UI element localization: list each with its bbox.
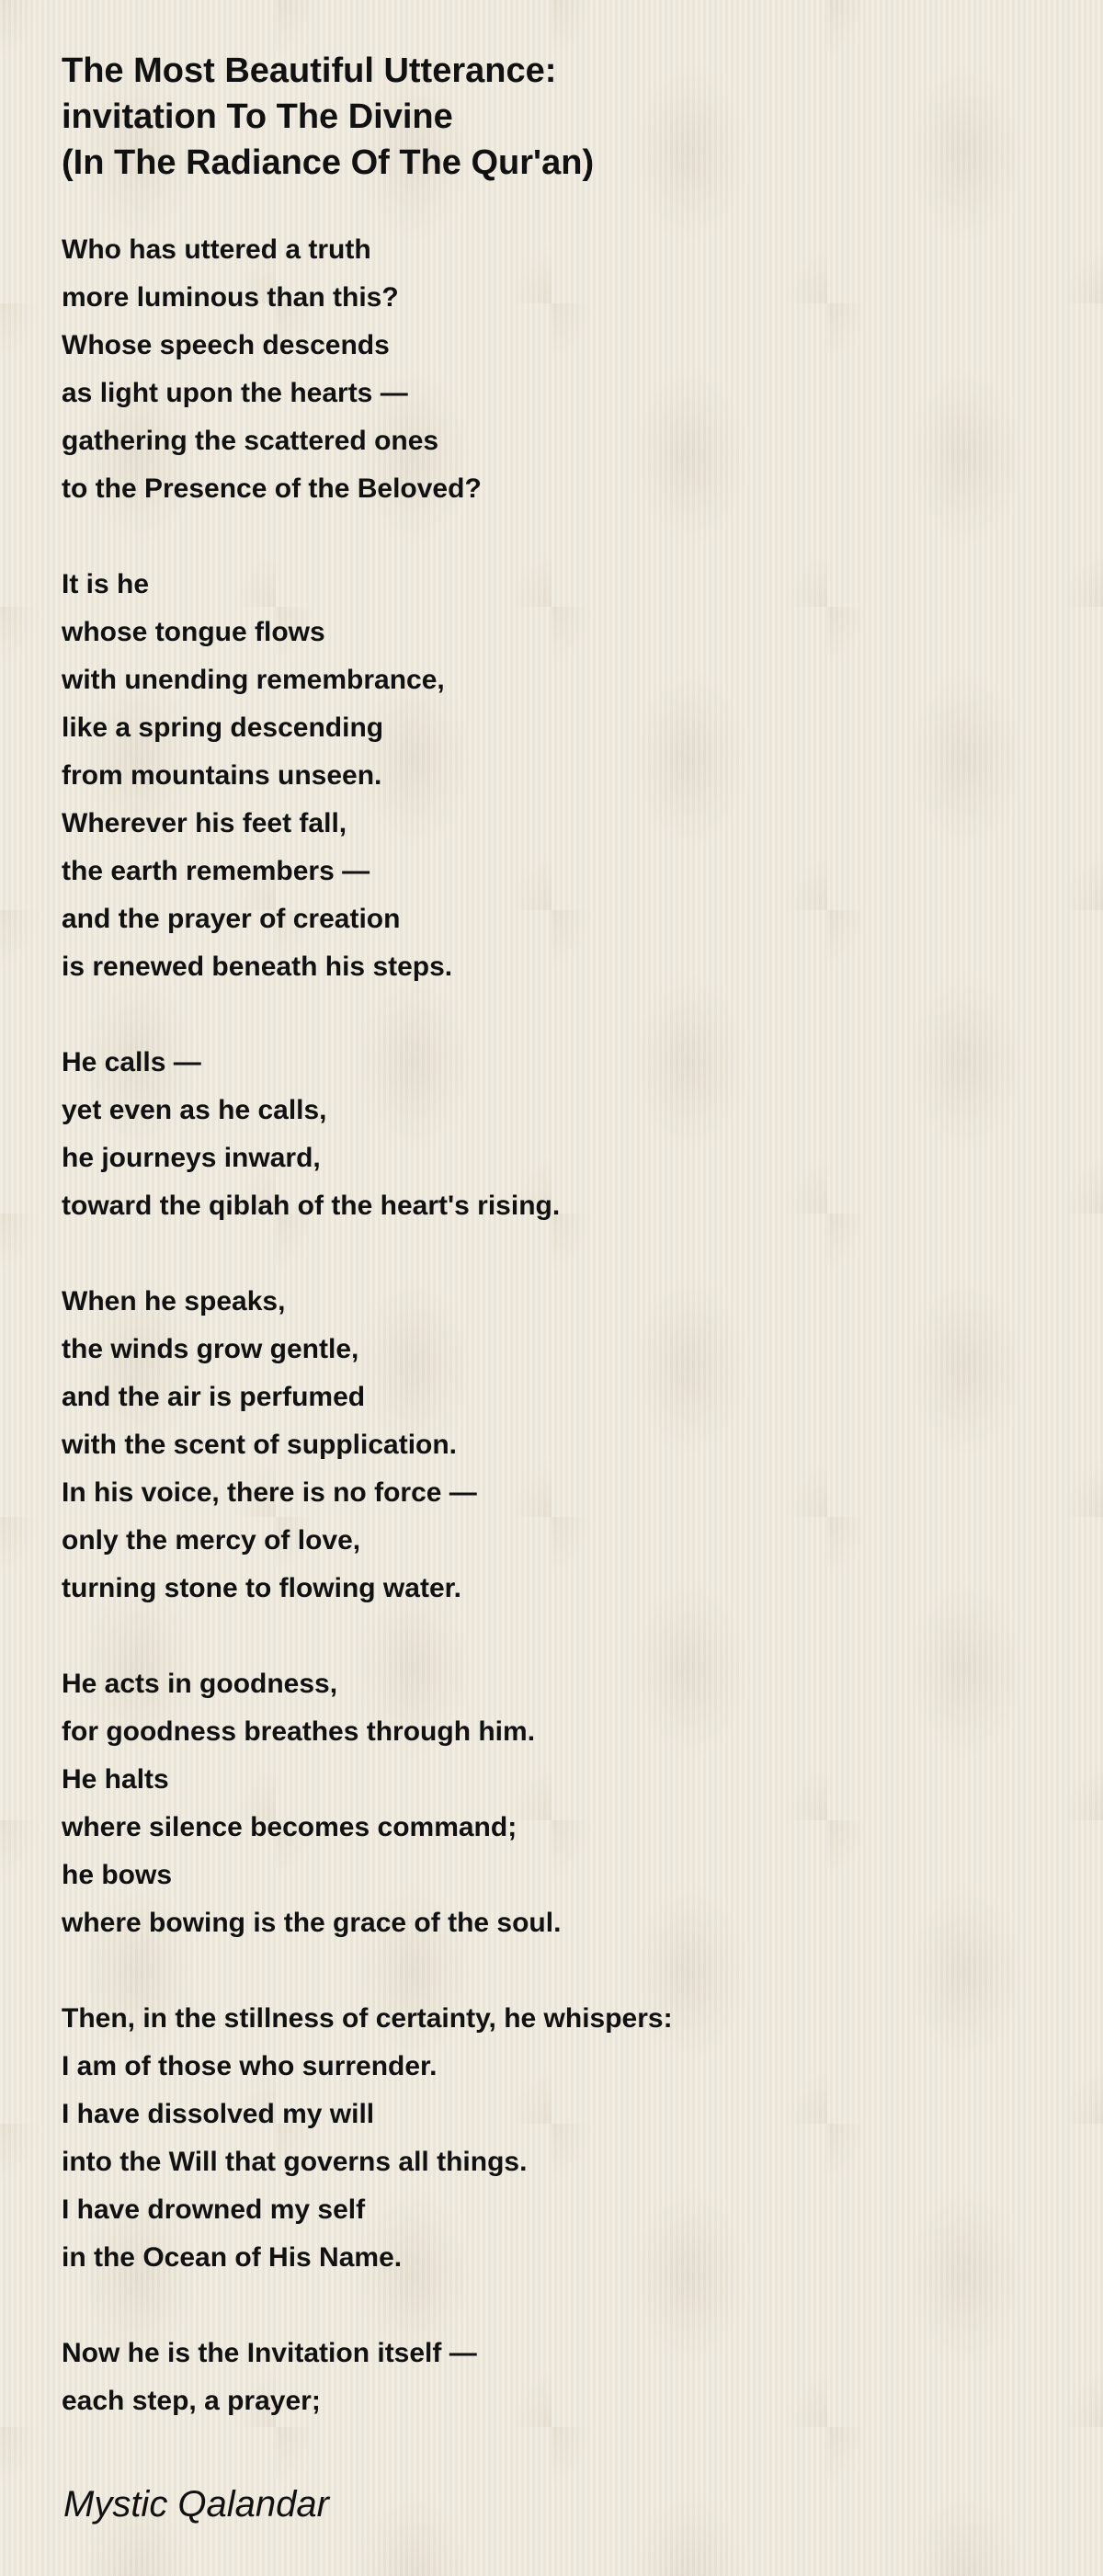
poem-line: he bows bbox=[62, 1860, 173, 1890]
poem-line: the earth remembers — bbox=[62, 856, 370, 886]
poem-author: Mystic Qalandar bbox=[63, 2484, 329, 2525]
stanza bbox=[62, 1278, 1054, 1613]
poem-line: gathering the scattered ones bbox=[62, 426, 439, 456]
poem-page bbox=[62, 48, 1054, 2425]
poem-line: is renewed beneath his steps. bbox=[62, 952, 453, 982]
stanza bbox=[62, 1995, 1054, 2282]
poem-line: as light upon the hearts — bbox=[62, 378, 408, 408]
poem-line: and the air is perfumed bbox=[62, 1382, 366, 1412]
poem-line: I have drowned my self bbox=[62, 2194, 366, 2225]
poem-line: He calls — bbox=[62, 1047, 201, 1077]
poem-line: he journeys inward, bbox=[62, 1143, 321, 1173]
stanza bbox=[62, 1660, 1054, 1947]
poem-line: to the Presence of the Beloved? bbox=[62, 473, 482, 504]
poem-title bbox=[62, 48, 1054, 186]
poem-line: more luminous than this? bbox=[62, 282, 399, 313]
poem-line: into the Will that governs all things. bbox=[62, 2147, 528, 2177]
poem-line: where silence becomes command; bbox=[62, 1812, 517, 1842]
stanza bbox=[62, 226, 1054, 513]
stanza bbox=[62, 2330, 1054, 2425]
poem-line: like a spring descending bbox=[62, 712, 384, 743]
poem-line: Wherever his feet fall, bbox=[62, 808, 347, 838]
poem-line: yet even as he calls, bbox=[62, 1095, 327, 1125]
poem-line: He halts bbox=[62, 1764, 169, 1795]
poem-line: with unending remembrance, bbox=[62, 665, 445, 695]
poem-line: only the mercy of love, bbox=[62, 1525, 361, 1556]
poem-line: where bowing is the grace of the soul. bbox=[62, 1908, 562, 1938]
poem-line: whose tongue flows bbox=[62, 617, 325, 647]
poem-title-line: (In The Radiance Of The Qur'an) bbox=[62, 143, 595, 182]
poem-line: for goodness breathes through him. bbox=[62, 1716, 536, 1747]
poem-line: the winds grow gentle, bbox=[62, 1334, 359, 1364]
poem-line: turning stone to flowing water. bbox=[62, 1573, 461, 1603]
poem-line: When he speaks, bbox=[62, 1286, 286, 1316]
poem-title-line: The Most Beautiful Utterance: bbox=[62, 51, 557, 90]
poem-line: I have dissolved my will bbox=[62, 2099, 375, 2129]
poem-line: Whose speech descends bbox=[62, 330, 390, 360]
poem-line: He acts in goodness, bbox=[62, 1669, 338, 1699]
poem-line: toward the qiblah of the heart's rising. bbox=[62, 1191, 561, 1221]
poem-title-line: invitation To The Divine bbox=[62, 97, 453, 136]
poem-line: with the scent of supplication. bbox=[62, 1430, 458, 1460]
poem-line: in the Ocean of His Name. bbox=[62, 2242, 403, 2273]
poem-line: Then, in the stillness of certainty, he whispers: bbox=[62, 2003, 673, 2034]
poem-line: I am of those who surrender. bbox=[62, 2051, 438, 2081]
stanza bbox=[62, 561, 1054, 991]
poem-line: Now he is the Invitation itself — bbox=[62, 2338, 477, 2368]
poem-line: Who has uttered a truth bbox=[62, 234, 371, 265]
poem-line: In his voice, there is no force — bbox=[62, 1477, 477, 1508]
poem-line: from mountains unseen. bbox=[62, 760, 382, 791]
poem-body bbox=[62, 226, 1054, 2425]
poem-line: and the prayer of creation bbox=[62, 904, 401, 934]
poem-line: It is he bbox=[62, 569, 150, 599]
stanza bbox=[62, 1039, 1054, 1230]
poem-line: each step, a prayer; bbox=[62, 2386, 321, 2416]
